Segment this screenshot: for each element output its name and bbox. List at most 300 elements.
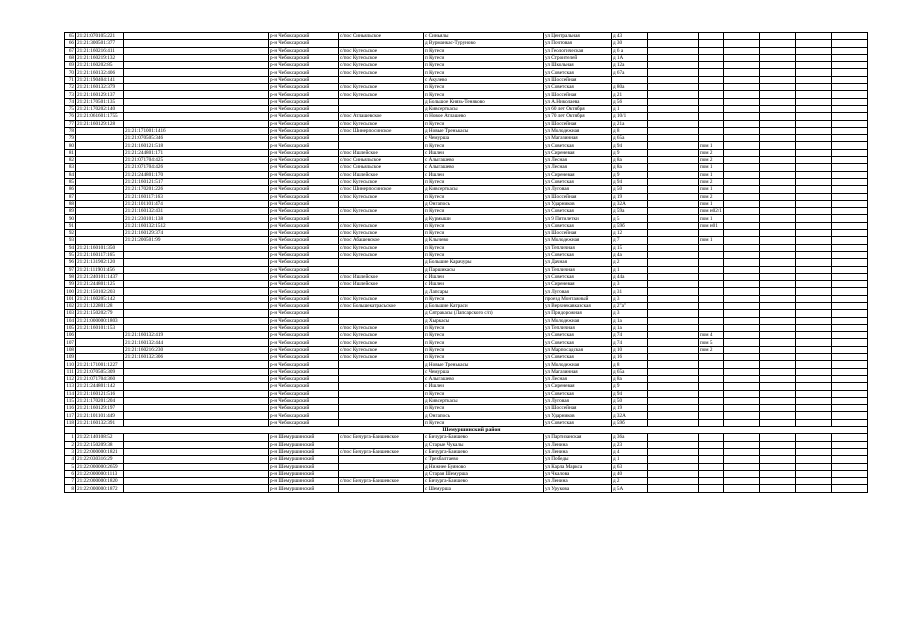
col-n-cell bbox=[831, 62, 867, 69]
premises-number-cell bbox=[124, 266, 269, 273]
cadastral-number-cell: 21:21:160121:516 bbox=[76, 390, 124, 397]
premises-number-cell bbox=[124, 105, 269, 112]
cadastral-number-cell: 21:22:000000:1820 bbox=[76, 478, 124, 485]
table-row bbox=[65, 302, 868, 309]
col-j-cell bbox=[699, 266, 724, 273]
cadastral-number-cell: 21:21:000000:1803 bbox=[76, 317, 124, 324]
premises-cell bbox=[723, 91, 759, 98]
table-row bbox=[65, 368, 868, 375]
col-l-cell bbox=[759, 178, 795, 185]
street-cell: ул Сиреневая bbox=[544, 383, 612, 390]
col-m-cell bbox=[795, 339, 831, 346]
col-l-cell bbox=[759, 456, 795, 463]
col-n-cell bbox=[831, 448, 867, 455]
cadastral-number-cell: 21:21:111901:456 bbox=[76, 266, 124, 273]
col-j-cell bbox=[699, 33, 724, 40]
locality-cell: с Трехбалтаево bbox=[424, 456, 544, 463]
premises-cell bbox=[723, 441, 759, 448]
row-number-cell: 75 bbox=[65, 105, 76, 112]
street-cell: ул Ленина bbox=[544, 441, 612, 448]
table-row bbox=[65, 135, 868, 142]
street-cell: ул Молодежная bbox=[544, 237, 612, 244]
row-number-cell: 74 bbox=[65, 98, 76, 105]
locality-cell: п Кугеси bbox=[424, 120, 544, 127]
col-i-cell bbox=[648, 383, 699, 390]
cadastral-number-cell: 21:21:170202:140 bbox=[76, 105, 124, 112]
locality-cell: п Кугеси bbox=[424, 193, 544, 200]
cadastral-number-cell: 21:21:070505:309 bbox=[76, 368, 124, 375]
street-cell: ул Ленина bbox=[544, 478, 612, 485]
premises-number-cell bbox=[124, 288, 269, 295]
settlement-cell: с/пос Кугесьское bbox=[339, 230, 424, 237]
row-number-cell: 79 bbox=[65, 135, 76, 142]
premises-cell bbox=[723, 302, 759, 309]
cadastral-number-cell: 21:22:000000:1821 bbox=[76, 448, 124, 455]
col-n-cell bbox=[831, 164, 867, 171]
col-j-cell bbox=[699, 288, 724, 295]
district-cell: р-н Чебоксарский bbox=[269, 259, 339, 266]
street-cell: ул Сиреневая bbox=[544, 149, 612, 156]
col-l-cell bbox=[759, 354, 795, 361]
cadastral-number-cell: 21:21:122801:28 bbox=[76, 302, 124, 309]
row-number-cell: 78 bbox=[65, 127, 76, 134]
col-n-cell bbox=[831, 171, 867, 178]
house-cell: д 36а bbox=[612, 434, 648, 441]
col-n-cell bbox=[831, 390, 867, 397]
settlement-cell bbox=[339, 317, 424, 324]
table-row bbox=[65, 113, 868, 120]
locality-cell: д Кивсерткасы bbox=[424, 397, 544, 404]
locality-cell: п Кугеси bbox=[424, 346, 544, 353]
house-cell: д 2 bbox=[612, 478, 648, 485]
street-cell: ул Шоссейная bbox=[544, 230, 612, 237]
col-n-cell bbox=[831, 397, 867, 404]
col-m-cell bbox=[795, 47, 831, 54]
locality-cell: д Паршикасы bbox=[424, 266, 544, 273]
locality-cell: с Алыгашево bbox=[424, 375, 544, 382]
district-cell: р-н Чебоксарский bbox=[269, 302, 339, 309]
col-j-cell: пом 2 bbox=[699, 149, 724, 156]
settlement-cell bbox=[339, 470, 424, 477]
col-i-cell bbox=[648, 237, 699, 244]
premises-cell bbox=[723, 375, 759, 382]
street-cell: ул Ударников bbox=[544, 412, 612, 419]
street-cell: ул Луговая bbox=[544, 397, 612, 404]
col-n-cell bbox=[831, 281, 867, 288]
col-j-cell bbox=[699, 354, 724, 361]
col-l-cell bbox=[759, 412, 795, 419]
district-cell: р-н Чебоксарский bbox=[269, 390, 339, 397]
district-cell: р-н Чебоксарский bbox=[269, 383, 339, 390]
col-n-cell bbox=[831, 295, 867, 302]
col-n-cell bbox=[831, 215, 867, 222]
house-cell: д 74 bbox=[612, 332, 648, 339]
settlement-cell: с/пос Кугесьское bbox=[339, 251, 424, 258]
col-n-cell bbox=[831, 317, 867, 324]
premises-cell bbox=[723, 120, 759, 127]
district-cell: р-н Чебоксарский bbox=[269, 208, 339, 215]
house-cell: д 10/1 bbox=[612, 113, 648, 120]
premises-cell bbox=[723, 339, 759, 346]
col-i-cell bbox=[648, 164, 699, 171]
cadastral-number-cell bbox=[76, 215, 124, 222]
col-j-cell bbox=[699, 69, 724, 76]
col-l-cell bbox=[759, 266, 795, 273]
section-row-shemurshinsky bbox=[65, 427, 868, 434]
table-row bbox=[65, 157, 868, 164]
cadastral-number-cell: 21:21:160219:132 bbox=[76, 54, 124, 61]
col-l-cell bbox=[759, 339, 795, 346]
locality-cell: п Кугеси bbox=[424, 251, 544, 258]
col-i-cell bbox=[648, 448, 699, 455]
col-l-cell bbox=[759, 142, 795, 149]
col-j-cell: пом 2 bbox=[699, 157, 724, 164]
col-l-cell bbox=[759, 302, 795, 309]
col-l-cell bbox=[759, 222, 795, 229]
col-l-cell bbox=[759, 383, 795, 390]
col-n-cell bbox=[831, 259, 867, 266]
district-cell: р-н Чебоксарский bbox=[269, 230, 339, 237]
col-n-cell bbox=[831, 266, 867, 273]
col-i-cell bbox=[648, 244, 699, 251]
premises-number-cell bbox=[124, 324, 269, 331]
house-cell: д 4а bbox=[612, 251, 648, 258]
col-i-cell bbox=[648, 54, 699, 61]
col-m-cell bbox=[795, 463, 831, 470]
street-cell: ул 9 Пятилетки bbox=[544, 215, 612, 222]
col-m-cell bbox=[795, 266, 831, 273]
table-row bbox=[65, 200, 868, 207]
district-cell: р-н Чебоксарский bbox=[269, 354, 339, 361]
locality-cell: д Большие Карачуры bbox=[424, 259, 544, 266]
settlement-cell bbox=[339, 259, 424, 266]
col-l-cell bbox=[759, 200, 795, 207]
col-m-cell bbox=[795, 105, 831, 112]
col-m-cell bbox=[795, 186, 831, 193]
settlement-cell bbox=[339, 361, 424, 368]
col-l-cell bbox=[759, 54, 795, 61]
col-j-cell bbox=[699, 120, 724, 127]
settlement-cell bbox=[339, 383, 424, 390]
col-m-cell bbox=[795, 354, 831, 361]
settlement-cell bbox=[339, 456, 424, 463]
settlement-cell: с/пос Кугесьское bbox=[339, 62, 424, 69]
col-m-cell bbox=[795, 383, 831, 390]
col-j-cell bbox=[699, 127, 724, 134]
col-m-cell bbox=[795, 208, 831, 215]
premises-cell bbox=[723, 193, 759, 200]
premises-cell bbox=[723, 33, 759, 40]
locality-cell: д Кивсерткасы bbox=[424, 186, 544, 193]
settlement-cell bbox=[339, 485, 424, 492]
col-i-cell bbox=[648, 200, 699, 207]
col-n-cell bbox=[831, 244, 867, 251]
cadastral-number-cell bbox=[76, 149, 124, 156]
settlement-cell bbox=[339, 375, 424, 382]
premises-cell bbox=[723, 105, 759, 112]
street-cell: ул Шоссейная bbox=[544, 91, 612, 98]
col-l-cell bbox=[759, 47, 795, 54]
row-number-cell: 69 bbox=[65, 62, 76, 69]
col-m-cell bbox=[795, 171, 831, 178]
cadastral-number-cell bbox=[76, 171, 124, 178]
col-j-cell bbox=[699, 84, 724, 91]
col-n-cell bbox=[831, 302, 867, 309]
house-cell: д 8 bbox=[612, 361, 648, 368]
col-i-cell bbox=[648, 120, 699, 127]
street-cell: ул Партизанская bbox=[544, 434, 612, 441]
street-cell: ул Молодежная bbox=[544, 361, 612, 368]
table-row bbox=[65, 346, 868, 353]
col-l-cell bbox=[759, 76, 795, 83]
premises-cell bbox=[723, 383, 759, 390]
table-row bbox=[65, 69, 868, 76]
premises-cell bbox=[723, 69, 759, 76]
col-i-cell bbox=[648, 149, 699, 156]
table-row bbox=[65, 470, 868, 477]
col-l-cell bbox=[759, 215, 795, 222]
col-l-cell bbox=[759, 40, 795, 47]
district-cell: р-н Чебоксарский bbox=[269, 47, 339, 54]
col-j-cell: пом 2 bbox=[699, 178, 724, 185]
premises-cell bbox=[723, 281, 759, 288]
settlement-cell: с/пос Кугесьское bbox=[339, 69, 424, 76]
col-j-cell bbox=[699, 375, 724, 382]
col-l-cell bbox=[759, 281, 795, 288]
col-n-cell bbox=[831, 419, 867, 426]
col-j-cell: пом 1 bbox=[699, 164, 724, 171]
cadastral-number-cell: 21:21:160202:85 bbox=[76, 62, 124, 69]
table-row bbox=[65, 193, 868, 200]
table-row bbox=[65, 215, 868, 222]
cadastral-number-cell: 21:21:150202:79 bbox=[76, 310, 124, 317]
col-i-cell bbox=[648, 478, 699, 485]
row-number-cell: 97 bbox=[65, 266, 76, 273]
cadastral-number-cell: 21:22:000000:1113 bbox=[76, 470, 124, 477]
row-number-cell: 101 bbox=[66, 295, 74, 302]
row-number-cell: 88 bbox=[65, 200, 76, 207]
col-m-cell bbox=[795, 230, 831, 237]
premises-number-cell bbox=[124, 310, 269, 317]
cadastral-number-cell bbox=[76, 354, 124, 361]
house-cell: д 9 bbox=[612, 171, 648, 178]
cadastral-number-cell bbox=[76, 222, 124, 229]
premises-number-cell bbox=[124, 390, 269, 397]
col-n-cell bbox=[831, 361, 867, 368]
locality-cell: п Кугеси bbox=[424, 178, 544, 185]
table-row bbox=[65, 120, 868, 127]
house-cell: д 31 bbox=[612, 288, 648, 295]
col-m-cell bbox=[795, 485, 831, 492]
row-number-cell: 6 bbox=[65, 470, 76, 477]
house-cell: д 2 bbox=[612, 259, 648, 266]
premises-number-cell bbox=[124, 375, 269, 382]
settlement-cell bbox=[339, 405, 424, 412]
table-row bbox=[65, 375, 868, 382]
premises-number-cell bbox=[124, 419, 269, 426]
col-l-cell bbox=[759, 157, 795, 164]
col-j-cell bbox=[699, 485, 724, 492]
row-number-cell: 65 bbox=[65, 33, 76, 40]
settlement-cell bbox=[339, 76, 424, 83]
street-cell: ул Марпосадская bbox=[544, 346, 612, 353]
col-l-cell bbox=[759, 470, 795, 477]
row-number-cell: 82 bbox=[65, 157, 76, 164]
premises-number-cell bbox=[124, 456, 269, 463]
street-cell: ул А.Николаева bbox=[544, 98, 612, 105]
table-row bbox=[65, 339, 868, 346]
col-m-cell bbox=[795, 164, 831, 171]
table-row bbox=[65, 76, 868, 83]
cadastral-number-cell: 21:21:160216:411 bbox=[76, 47, 124, 54]
col-l-cell bbox=[759, 251, 795, 258]
table-row bbox=[65, 62, 868, 69]
settlement-cell: с/пос Бичурга-Баишевское bbox=[339, 434, 424, 441]
district-cell: р-н Шемуршинский bbox=[269, 470, 339, 477]
locality-cell: п Кугеси bbox=[424, 332, 544, 339]
settlement-cell bbox=[339, 142, 424, 149]
col-n-cell bbox=[831, 470, 867, 477]
col-j-cell: пом 4 bbox=[699, 332, 724, 339]
district-cell: р-н Чебоксарский bbox=[269, 412, 339, 419]
locality-cell: п Новое Атлашево bbox=[424, 113, 544, 120]
cadastral-number-cell: 21:21:061601:1755 bbox=[76, 113, 124, 120]
col-m-cell bbox=[795, 127, 831, 134]
premises-cell bbox=[723, 346, 759, 353]
district-cell: р-н Шемуршинский bbox=[269, 485, 339, 492]
premises-number-cell: 21:21:160132:419 bbox=[124, 332, 269, 339]
house-cell: д 1 bbox=[612, 456, 648, 463]
col-i-cell bbox=[648, 105, 699, 112]
row-number-cell: 76 bbox=[65, 113, 76, 120]
premises-number-cell: 21:21:230101:138 bbox=[124, 215, 269, 222]
table-row bbox=[65, 317, 868, 324]
district-cell: р-н Шемуршинский bbox=[269, 478, 339, 485]
col-j-cell bbox=[699, 324, 724, 331]
locality-cell: п Кугеси bbox=[424, 295, 544, 302]
col-i-cell bbox=[648, 47, 699, 54]
col-m-cell bbox=[795, 397, 831, 404]
col-i-cell bbox=[648, 171, 699, 178]
col-j-cell bbox=[699, 310, 724, 317]
table-row bbox=[65, 105, 868, 112]
col-n-cell bbox=[831, 405, 867, 412]
house-cell: д 59б bbox=[612, 222, 648, 229]
house-cell: д 3 bbox=[612, 295, 648, 302]
col-l-cell bbox=[759, 230, 795, 237]
premises-number-cell bbox=[124, 47, 269, 54]
row-number-cell: 5 bbox=[65, 463, 76, 470]
street-cell: проезд Монтажный bbox=[544, 295, 612, 302]
settlement-cell: с/пос Синьяльское bbox=[339, 33, 424, 40]
street-cell: ул Советская bbox=[544, 332, 612, 339]
district-cell: р-н Чебоксарский bbox=[269, 62, 339, 69]
street-cell: ул Советская bbox=[544, 251, 612, 258]
col-m-cell bbox=[795, 157, 831, 164]
district-cell: р-н Чебоксарский bbox=[269, 251, 339, 258]
spreadsheet bbox=[64, 32, 868, 493]
district-cell: р-н Чебоксарский bbox=[269, 237, 339, 244]
premises-number-cell bbox=[124, 448, 269, 455]
premises-number-cell: 21:21:171001:1416 bbox=[124, 127, 269, 134]
col-i-cell bbox=[648, 62, 699, 69]
col-j-cell bbox=[699, 441, 724, 448]
col-n-cell bbox=[831, 113, 867, 120]
col-i-cell bbox=[648, 98, 699, 105]
table-row bbox=[65, 419, 868, 426]
row-number-cell: 116 bbox=[66, 405, 74, 412]
col-i-cell bbox=[648, 113, 699, 120]
col-n-cell bbox=[831, 91, 867, 98]
locality-cell: с Синьялы bbox=[424, 33, 544, 40]
settlement-cell: с/пос Ишлейское bbox=[339, 149, 424, 156]
premises-number-cell: 21:21:160132:444 bbox=[124, 339, 269, 346]
premises-cell bbox=[723, 354, 759, 361]
premises-cell bbox=[723, 62, 759, 69]
house-cell: д 80а bbox=[612, 84, 648, 91]
house-cell: д 1 bbox=[612, 266, 648, 273]
col-j-cell bbox=[699, 105, 724, 112]
col-m-cell bbox=[795, 84, 831, 91]
col-l-cell bbox=[759, 390, 795, 397]
locality-cell: д Старая Шемурша bbox=[424, 470, 544, 477]
row-number-cell: 117 bbox=[66, 412, 74, 419]
cadastral-number-cell bbox=[76, 339, 124, 346]
col-j-cell bbox=[699, 405, 724, 412]
street-cell: ул Ударников bbox=[544, 200, 612, 207]
settlement-cell bbox=[339, 105, 424, 112]
settlement-cell: с/пос Кугесьское bbox=[339, 244, 424, 251]
col-j-cell bbox=[699, 419, 724, 426]
col-i-cell bbox=[648, 368, 699, 375]
house-cell: д 4 bbox=[612, 448, 648, 455]
rows-cheboksarsky bbox=[65, 33, 868, 427]
settlement-cell: с/пос Ишлейское bbox=[339, 281, 424, 288]
premises-cell bbox=[723, 215, 759, 222]
col-m-cell bbox=[795, 135, 831, 142]
street-cell: ул Молодежная bbox=[544, 127, 612, 134]
col-m-cell bbox=[795, 244, 831, 251]
house-cell: д 43 bbox=[612, 33, 648, 40]
locality-cell: д Нижнее Буяново bbox=[424, 463, 544, 470]
col-n-cell bbox=[831, 120, 867, 127]
col-m-cell bbox=[795, 324, 831, 331]
street-cell: ул Придорожная bbox=[544, 310, 612, 317]
cadastral-number-cell bbox=[76, 237, 124, 244]
col-l-cell bbox=[759, 368, 795, 375]
premises-number-cell: 21:21:244801:170 bbox=[124, 171, 269, 178]
table-row bbox=[65, 266, 868, 273]
house-cell: д 15 bbox=[612, 244, 648, 251]
row-number-cell: 98 bbox=[65, 273, 76, 280]
col-m-cell bbox=[795, 302, 831, 309]
house-cell: д 94 bbox=[612, 178, 648, 185]
table-row bbox=[65, 324, 868, 331]
row-number-cell: 2 bbox=[65, 441, 76, 448]
locality-cell: д Новые Тренькасы bbox=[424, 361, 544, 368]
house-cell: д 1А bbox=[612, 54, 648, 61]
locality-cell: д Курмыши bbox=[424, 215, 544, 222]
premises-cell bbox=[723, 251, 759, 258]
street-cell: ул Советская bbox=[544, 354, 612, 361]
house-cell: д 16 bbox=[612, 354, 648, 361]
premises-cell bbox=[723, 485, 759, 492]
premises-number-cell: 21:21:160132:431 bbox=[124, 208, 269, 215]
col-i-cell bbox=[648, 332, 699, 339]
locality-cell: д Старые Чукалы bbox=[424, 441, 544, 448]
col-n-cell bbox=[831, 456, 867, 463]
col-i-cell bbox=[648, 295, 699, 302]
